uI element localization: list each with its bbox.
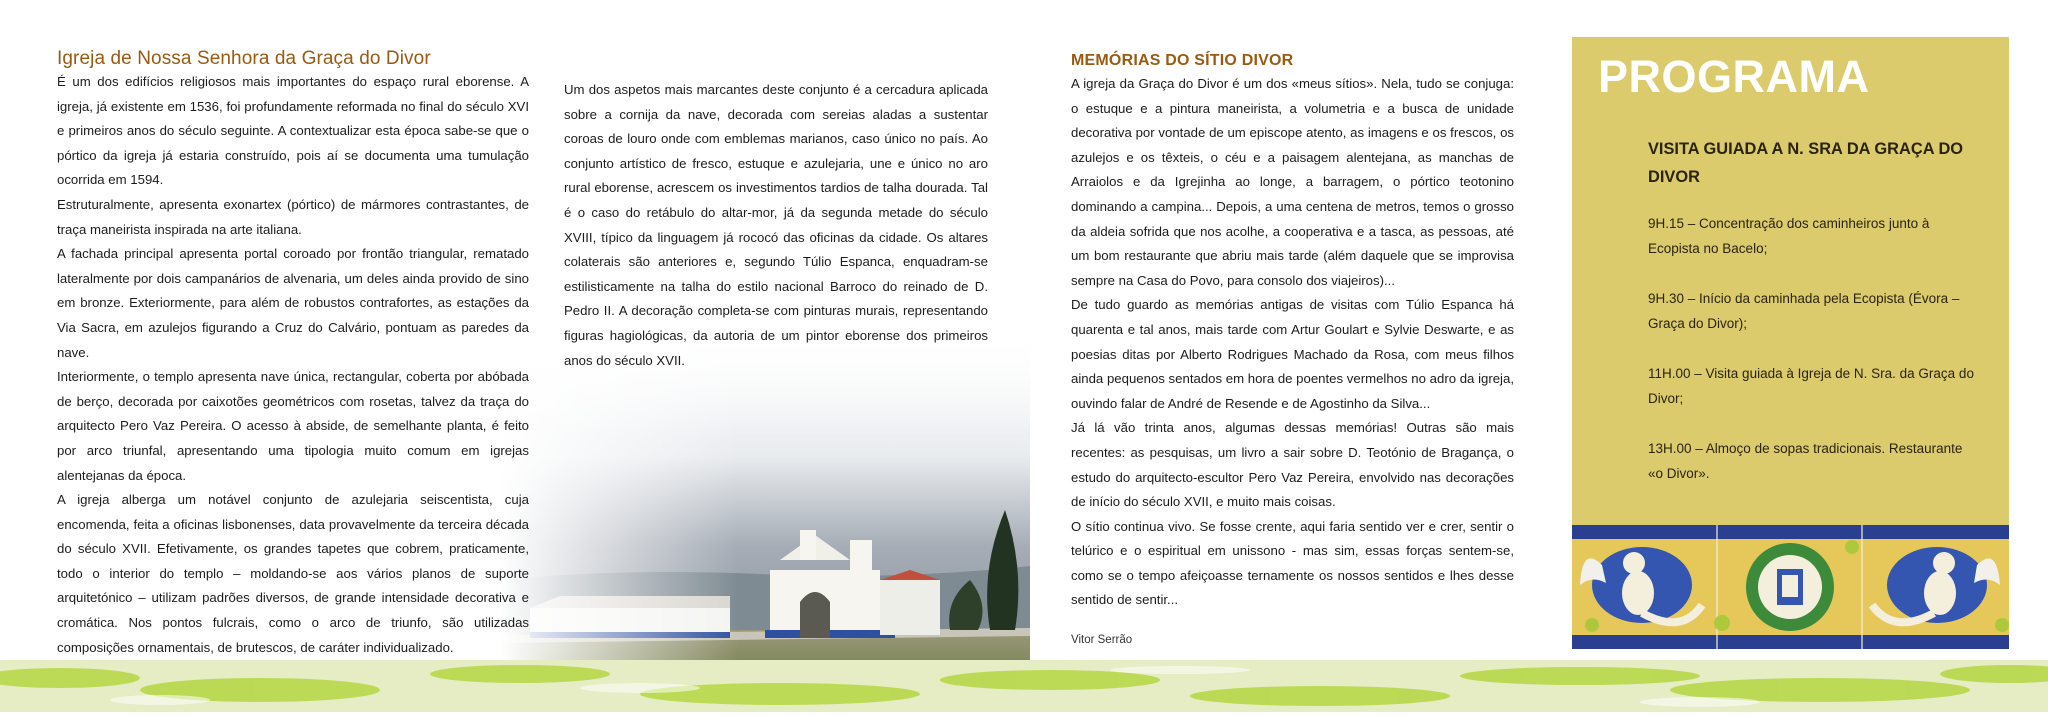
igreja-title: Igreja de Nossa Senhora da Graça do Divor (57, 48, 431, 69)
memorias-paragraph: A igreja da Graça do Divor é um dos «meus sítios». Nela, tudo se conjuga: o estuque e a pintura maneirista, a volumetria e a busca de unidade decorativa por vontade de um episcope atento, as imagens e os frescos, os azulejos e os têxteis, o céu e a paisagem alentejana, as manchas de Arraiolos e da Igrejinha ao longe, a barragem, o pórtico teotonino dominando a campina... Depois, a uma centena de metros, temos o grosso da aldeia sofrida que nos acolhe, a cooperativa e a tasca, as pessoas, até um bom restaurante que abriu mais tarde (além daquele que se improvisa sempre na Casa do Povo, para consolo dos viajeiros)... (1071, 76, 1514, 288)
igreja-body (57, 70, 529, 660)
programa-item: 13H.00 – Almoço de sopas tradicionais. Restaurante «o Divor». (1648, 441, 1963, 481)
memorias-column (1071, 52, 1514, 613)
igreja-column (57, 48, 529, 660)
laurel-wreath (1746, 543, 1834, 631)
azulejo-tiles-image (1572, 525, 2009, 649)
memorias-body (1071, 72, 1514, 613)
igreja-paragraph: É um dos edifícios religiosos mais importantes do espaço rural eborense. A igreja, já existente em 1536, foi profundamente reformada no final do século XVI e primeiros anos do século seguinte. A contextualizar esta época sabe-se que o pórtico da igreja já estaria construído, pois aí se documenta uma tumulação ocorrida em 1594. (57, 74, 529, 188)
memorias-paragraph: Já lá vão trinta anos, algumas dessas memórias! Outras são mais recentes: as pesquisas, um livro a sair sobre D. Teotónio de Bragança, o estudo do arquitecto-escultor Pero Vaz Pereira, envolvido nas decorações de início do século XVII, e muito mais coisas. (1071, 420, 1514, 510)
igreja-paragraph: A igreja alberga um notável conjunto de azulejaria seiscentista, cuja encomenda, feita a oficinas lisbonenses, data provavelmente da terceira década do século XVII. Efetivamente, os grandes tapetes que cobrem, praticamente, todo o interior do templo – moldando-se aos vários planos de suporte arquitetónico – utilizam padrões diversos, de grande intensidade decorativa e cromática. Nos pontos fulcrais, como o arco de triunfo, são utilizadas composições ornamentais, de brutescos, de caráter individualizado. (57, 492, 529, 655)
church-photo (500, 330, 1030, 690)
programa-item: 9H.30 – Início da caminhada pela Ecopista (Évora – Graça do Divor); (1648, 291, 1960, 331)
igreja-continued-column (564, 78, 988, 373)
programa-panel (1572, 37, 2009, 525)
igreja-paragraph: A fachada principal apresenta portal coroado por frontão triangular, rematado lateralmente por dois campanários de alvenaria, um deles ainda provido de sino em bronze. Exteriormente, para além de robustos contrafortes, as estações da Via Sacra, em azulejos figurando a Cruz do Calvário, pontuam as paredes da nave. (57, 246, 529, 360)
programa-heading: VISITA GUIADA A N. SRA DA GRAÇA DO DIVOR (1648, 140, 1964, 186)
programa-title: PROGRAMA (1598, 51, 1870, 102)
memorias-paragraph: O sítio continua vivo. Se fosse crente, aqui faria sentido ver e crer, sentir o telúrico e o espiritual em unissono - mas sim, essas forças sentem-se, como se o tempo afeiçoasse ternamente os nossos sentidos e lhes desse sentido de sentir... (1071, 518, 1514, 608)
igreja-paragraph: Um dos aspetos mais marcantes deste conjunto é a cercadura aplicada sobre a cornija da nave, decorada com sereias aladas a sustentar coroas de louro onde com emblemas marianos, caso único no país. Ao conjunto artístico de fresco, estuque e azulejaria, une e único no aro rural eborense, acrescem os investimentos tardios de talha dourada. Tal é o caso do retábulo do altar-mor, já da segunda metade do século XVIII, típico da linguagem já rococó das oficinas da cidade. Os altares colaterais são anteriores e, segundo Túlio Espanca, enquadram-se estilisticamente na talha do estilo nacional Barroco do reinado de D. Pedro II. A decoração completa-se com pinturas murais, representando figuras hagiológicas, da autoria de um pintor eborense dos primeiros anos do século XVII. (564, 82, 988, 368)
igreja-paragraph: Estruturalmente, apresenta exonartex (pórtico) de mármores contrastantes, de traça maneirista inspirada na arte italiana. (57, 196, 529, 237)
memorias-paragraph: De tudo guardo as memórias antigas de visitas com Túlio Espanca há quarenta e tal anos, mais tarde com Artur Goulart e Sylvie Deswarte, e as poesias ditas por Alberto Rodrigues Machado da Rosa, com meus filhos ainda pequenos sentados em hora de poentes vermelhos no adro da igreja, ouvindo falar de André de Resende e de Agostinho da Silva... (1071, 297, 1514, 411)
decorative-green-wash (0, 660, 2048, 712)
memorias-title: MEMÓRIAS DO SÍTIO DIVOR (1071, 52, 1294, 69)
igreja-paragraph: Interiormente, o templo apresenta nave única, rectangular, coberta por abóbada de berço, decorada por caixotões geométricos com rosetas, talvez da traça do arquitecto Pero Vaz Pereira. O acesso à abside, de semelhante planta, é feito por arco triunfal, apresentando uma tipologia muito comum em igrejas alentejanas da época. (57, 369, 529, 483)
author-signature: Vitor Serrão (1071, 634, 1133, 646)
programa-item: 9H.15 – Concentração dos caminheiros junto à Ecopista no Bacelo; (1648, 216, 1930, 256)
programa-item: 11H.00 – Visita guiada à Igreja de N. Sra. da Graça do Divor; (1648, 366, 1974, 406)
